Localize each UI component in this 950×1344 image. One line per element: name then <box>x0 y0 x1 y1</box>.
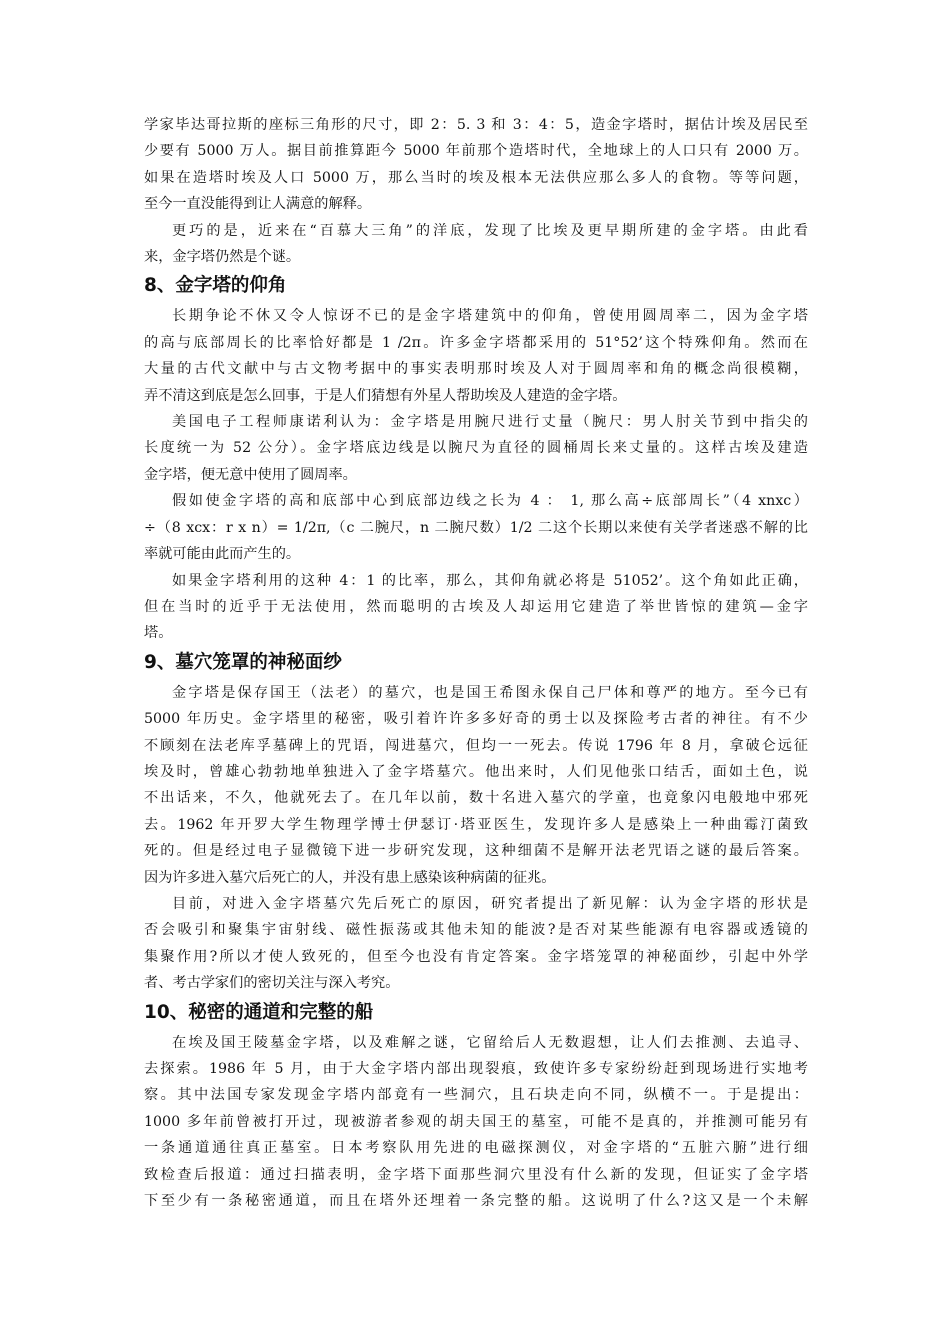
paragraph-line: 去。1962 年开罗大学生物理学博士伊瑟订·塔亚医生，发现许多人是感染上一种曲霉汀菌致 <box>144 816 808 833</box>
paragraph-line: 少要有 5000 万人。据目前推算距今 5000 年前那个造塔时代，全地球上的人口只有 2000 万。 <box>144 143 808 160</box>
paragraph-line: 学家毕达哥拉斯的座标三角形的尺寸，即 2：5. 3 和 3：4：5，造金字塔时，据估计埃及居民至 <box>144 117 808 133</box>
section-10-heading: 10、秘密的通道和完整的船 <box>144 1001 374 1023</box>
paragraph-line: 金字塔是保存国王（法老）的墓穴，也是国王希图永保自己尸体和尊严的地方。至今已有 <box>172 684 808 701</box>
document-page <box>144 112 808 1214</box>
paragraph-line: 如果金字塔利用的这种 4：1 的比率，那么，其仰角就必将是 51052’。这个角如此正确， <box>172 572 808 589</box>
paragraph-line: 下至少有一条秘密通道，而且在塔外还埋着一条完整的船。这说明了什么?这又是一个未解 <box>144 1193 808 1210</box>
paragraph-line: 察。其中法国专家发现金字塔内部竟有一些洞穴，且石块走向不同，纵横不一。于是提出： <box>144 1087 808 1104</box>
paragraph-line: 长期争论不休又令人惊讶不已的是金字塔建筑中的仰角，曾使用圆周率二，因为金字塔 <box>172 308 808 325</box>
paragraph-line: 不顾刻在法老库孚墓碑上的咒语，闯进墓穴，但均一一死去。传说 1796 年 8 月，拿破仑远征 <box>144 737 808 754</box>
paragraph-line: 美国电子工程师康诺利认为：金字塔是用腕尺进行丈量（腕尺：男人肘关节到中指尖的 <box>172 414 808 431</box>
paragraph-line: 去探索。1986 年 5 月，由于大金字塔内部出现裂痕，致使许多专家纷纷赶到现场进行实地考 <box>144 1061 808 1077</box>
intro-block <box>144 112 808 270</box>
paragraph-line: 的高与底部周长的比率恰好都是 1 /2π。许多金字塔都采用的 51°52’这个特殊仰角。然而在 <box>144 334 808 351</box>
paragraph-line: 一条通道通往真正墓室。日本考察队用先进的电磁探测仪，对金字塔的“五脏六腑”进行细 <box>144 1140 808 1157</box>
paragraph-line: 在埃及国王陵墓金字塔，以及难解之谜，它留给后人无数遐想，让人们去推测、去追寻、 <box>172 1034 808 1051</box>
section-9-body <box>144 680 808 997</box>
paragraph-line: 假如使金字塔的高和底部中心到底部边线之长为 4 ： 1, 那么高÷底部周长”（4 xnxc） <box>172 493 808 510</box>
paragraph-line: 1000 多年前曾被打开过，现被游者参观的胡夫国王的墓室，可能不是真的，并推测可能另有 <box>144 1113 808 1130</box>
paragraph-line: 长度统一为 52 公分）。金字塔底边线是以腕尺为直径的圆桶周长来丈量的。这样古埃及建造 <box>144 440 808 457</box>
paragraph-line: 但在当时的近乎于无法使用，然而聪明的古埃及人却运用它建造了举世皆惊的建筑—金字 <box>144 598 808 615</box>
paragraph-line: 大量的古代文献中与古文物考据中的事实表明那时埃及人对于圆周率和角的概念尚很模糊， <box>144 361 808 378</box>
paragraph-line: 否会吸引和聚集宇宙射线、磁性振荡或其他未知的能波?是否对某些能源有电容器或透镜的 <box>144 922 808 939</box>
paragraph-line: 更巧的是，近来在“百慕大三角”的洋底，发现了比埃及更早期所建的金字塔。由此看 <box>172 222 808 239</box>
paragraph-line: 目前，对进入金字塔墓穴先后死亡的原因，研究者提出了新见解：认为金字塔的形状是 <box>172 895 808 912</box>
paragraph-line: 集聚作用?所以才使人致死的，但至今也没有肯定答案。金字塔笼罩的神秘面纱，引起中外学 <box>144 948 808 965</box>
paragraph-line: 埃及时，曾雄心勃勃地单独进入了金字塔墓穴。他出来时，人们见他张口结舌，面如土色，说 <box>144 763 808 780</box>
paragraph-line: 率就可能由此而产生的。 <box>144 546 301 563</box>
paragraph-line: 弄不清这到底是怎么回事，于是人们猜想有外星人帮助埃及人建造的金字塔。 <box>144 387 627 404</box>
section-10-body <box>144 1030 808 1215</box>
paragraph-line: 死的。但是经过电子显微镜下进一步研究发现，这种细菌不是解开法老咒语之谜的最后答案。 <box>144 843 808 860</box>
paragraph-line: 至今一直没能得到让人满意的解释。 <box>144 196 372 213</box>
paragraph-line: 者、考古学家们的密切关注与深入考究。 <box>144 975 400 992</box>
paragraph-line: 如果在造塔时埃及人口 5000 万，那么当时的埃及根本无法供应那么多人的食物。等等问题， <box>144 169 808 186</box>
paragraph-line: 因为许多进入墓穴后死亡的人，并没有患上感染该种病菌的征兆。 <box>144 869 556 886</box>
paragraph-line: 不出话来，不久，他就死去了。在几年以前，数十名进入墓穴的学童，也竟象闪电般地中邪死 <box>144 790 808 807</box>
paragraph-line: 5000 年历史。金字塔里的秘密，吸引着许许多多好奇的勇士以及探险考古者的神往。有不少 <box>144 711 808 728</box>
section-8-body <box>144 303 808 646</box>
paragraph-line: ÷（8 xcx：r x n）= 1/2π,（c 二腕尺，n 二腕尺数）1/2 二这个长期以来使有关学者迷惑不解的比 <box>144 519 808 536</box>
paragraph-line: 金字塔，便无意中使用了圆周率。 <box>144 466 357 483</box>
section-9-heading: 9、墓穴笼罩的神秘面纱 <box>144 651 342 673</box>
paragraph-line: 致检查后报道：通过扫描表明，金字塔下面那些洞穴里没有什么新的发现，但证实了金字塔 <box>144 1166 808 1183</box>
paragraph-line: 塔。 <box>144 625 173 642</box>
paragraph-line: 来，金字塔仍然是个谜。 <box>144 249 301 266</box>
section-8-heading: 8、金字塔的仰角 <box>144 275 287 297</box>
